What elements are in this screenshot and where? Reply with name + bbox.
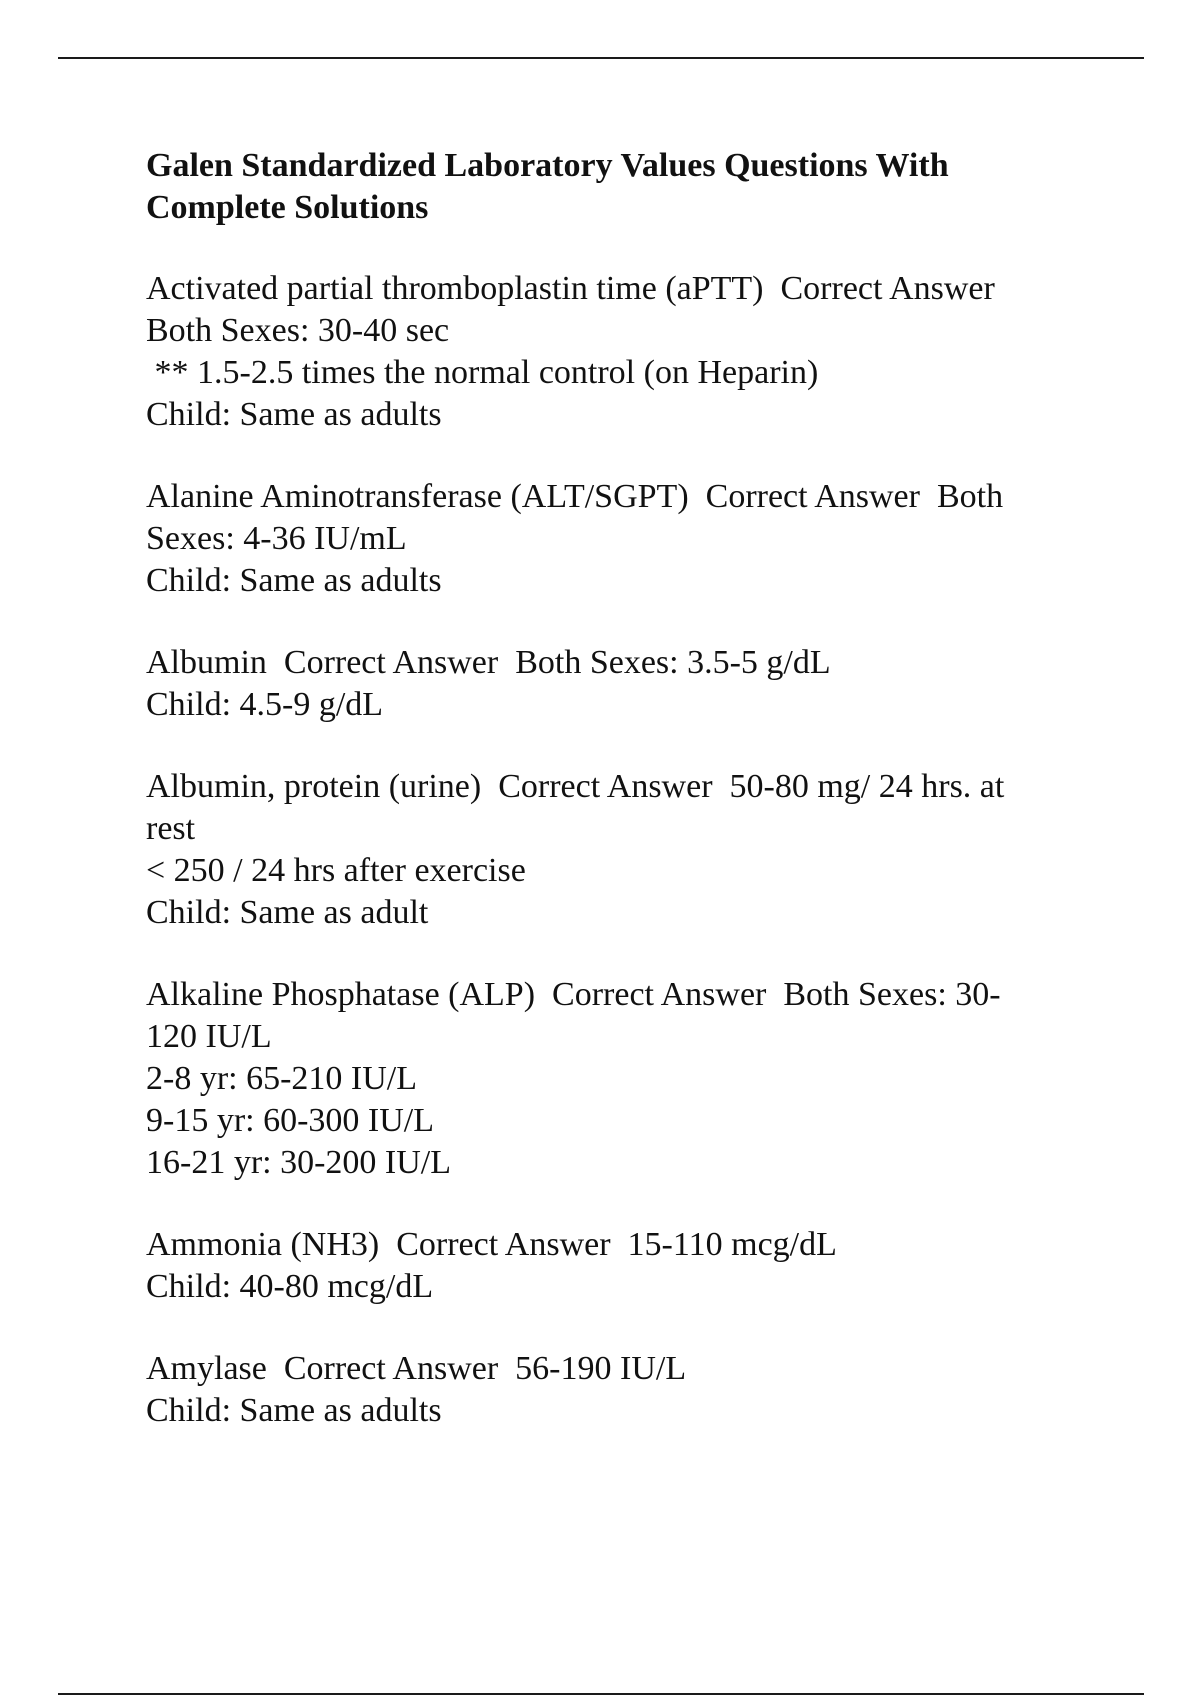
entry-line: 2-8 yr: 65-210 IU/L	[146, 1060, 418, 1097]
entry-line: Alkaline Phosphatase (ALP) Correct Answer Both Sexes: 30-	[146, 976, 1001, 1013]
entry-line: 16-21 yr: 30-200 IU/L	[146, 1144, 452, 1181]
footer-rule	[58, 1693, 1144, 1695]
entry-line: 9-15 yr: 60-300 IU/L	[146, 1102, 435, 1139]
entry-line: Child: Same as adult	[146, 894, 429, 931]
entry-line: Both Sexes: 30-40 sec	[146, 312, 450, 349]
entry-line: 120 IU/L	[146, 1018, 272, 1055]
entry-line: Child: Same as adults	[146, 562, 442, 599]
document-body	[146, 145, 1086, 1472]
entry-line: Child: Same as adults	[146, 396, 442, 433]
entry-line: Amylase Correct Answer 56-190 IU/L	[146, 1350, 687, 1387]
lab-entry-amylase	[146, 1348, 1086, 1432]
entry-line: rest	[146, 810, 196, 847]
document-title	[146, 145, 1086, 229]
lab-entry-aptt	[146, 268, 1086, 436]
entry-line: Albumin Correct Answer Both Sexes: 3.5-5 g/dL	[146, 644, 831, 681]
lab-entry-alp	[146, 974, 1086, 1184]
entry-line: Sexes: 4-36 IU/mL	[146, 520, 407, 557]
entry-line: Child: 40-80 mcg/dL	[146, 1268, 434, 1305]
entry-line: ** 1.5-2.5 times the normal control (on Heparin)	[146, 354, 819, 391]
entry-line: Child: Same as adults	[146, 1392, 442, 1429]
entry-line: < 250 / 24 hrs after exercise	[146, 852, 526, 889]
lab-entry-alt	[146, 476, 1086, 602]
entry-line: Ammonia (NH3) Correct Answer 15-110 mcg/dL	[146, 1226, 837, 1263]
entry-line: Child: 4.5-9 g/dL	[146, 686, 384, 723]
title-line: Galen Standardized Laboratory Values Questions With	[146, 147, 949, 184]
entry-line: Alanine Aminotransferase (ALT/SGPT) Correct Answer Both	[146, 478, 1004, 515]
header-rule	[58, 57, 1144, 59]
lab-entry-albumin	[146, 642, 1086, 726]
lab-entry-albumin-urine	[146, 766, 1086, 934]
entry-line: Activated partial thromboplastin time (aPTT) Correct Answer	[146, 270, 995, 307]
title-line: Complete Solutions	[146, 189, 429, 226]
lab-entry-ammonia	[146, 1224, 1086, 1308]
entry-line: Albumin, protein (urine) Correct Answer 50-80 mg/ 24 hrs. at	[146, 768, 1005, 805]
